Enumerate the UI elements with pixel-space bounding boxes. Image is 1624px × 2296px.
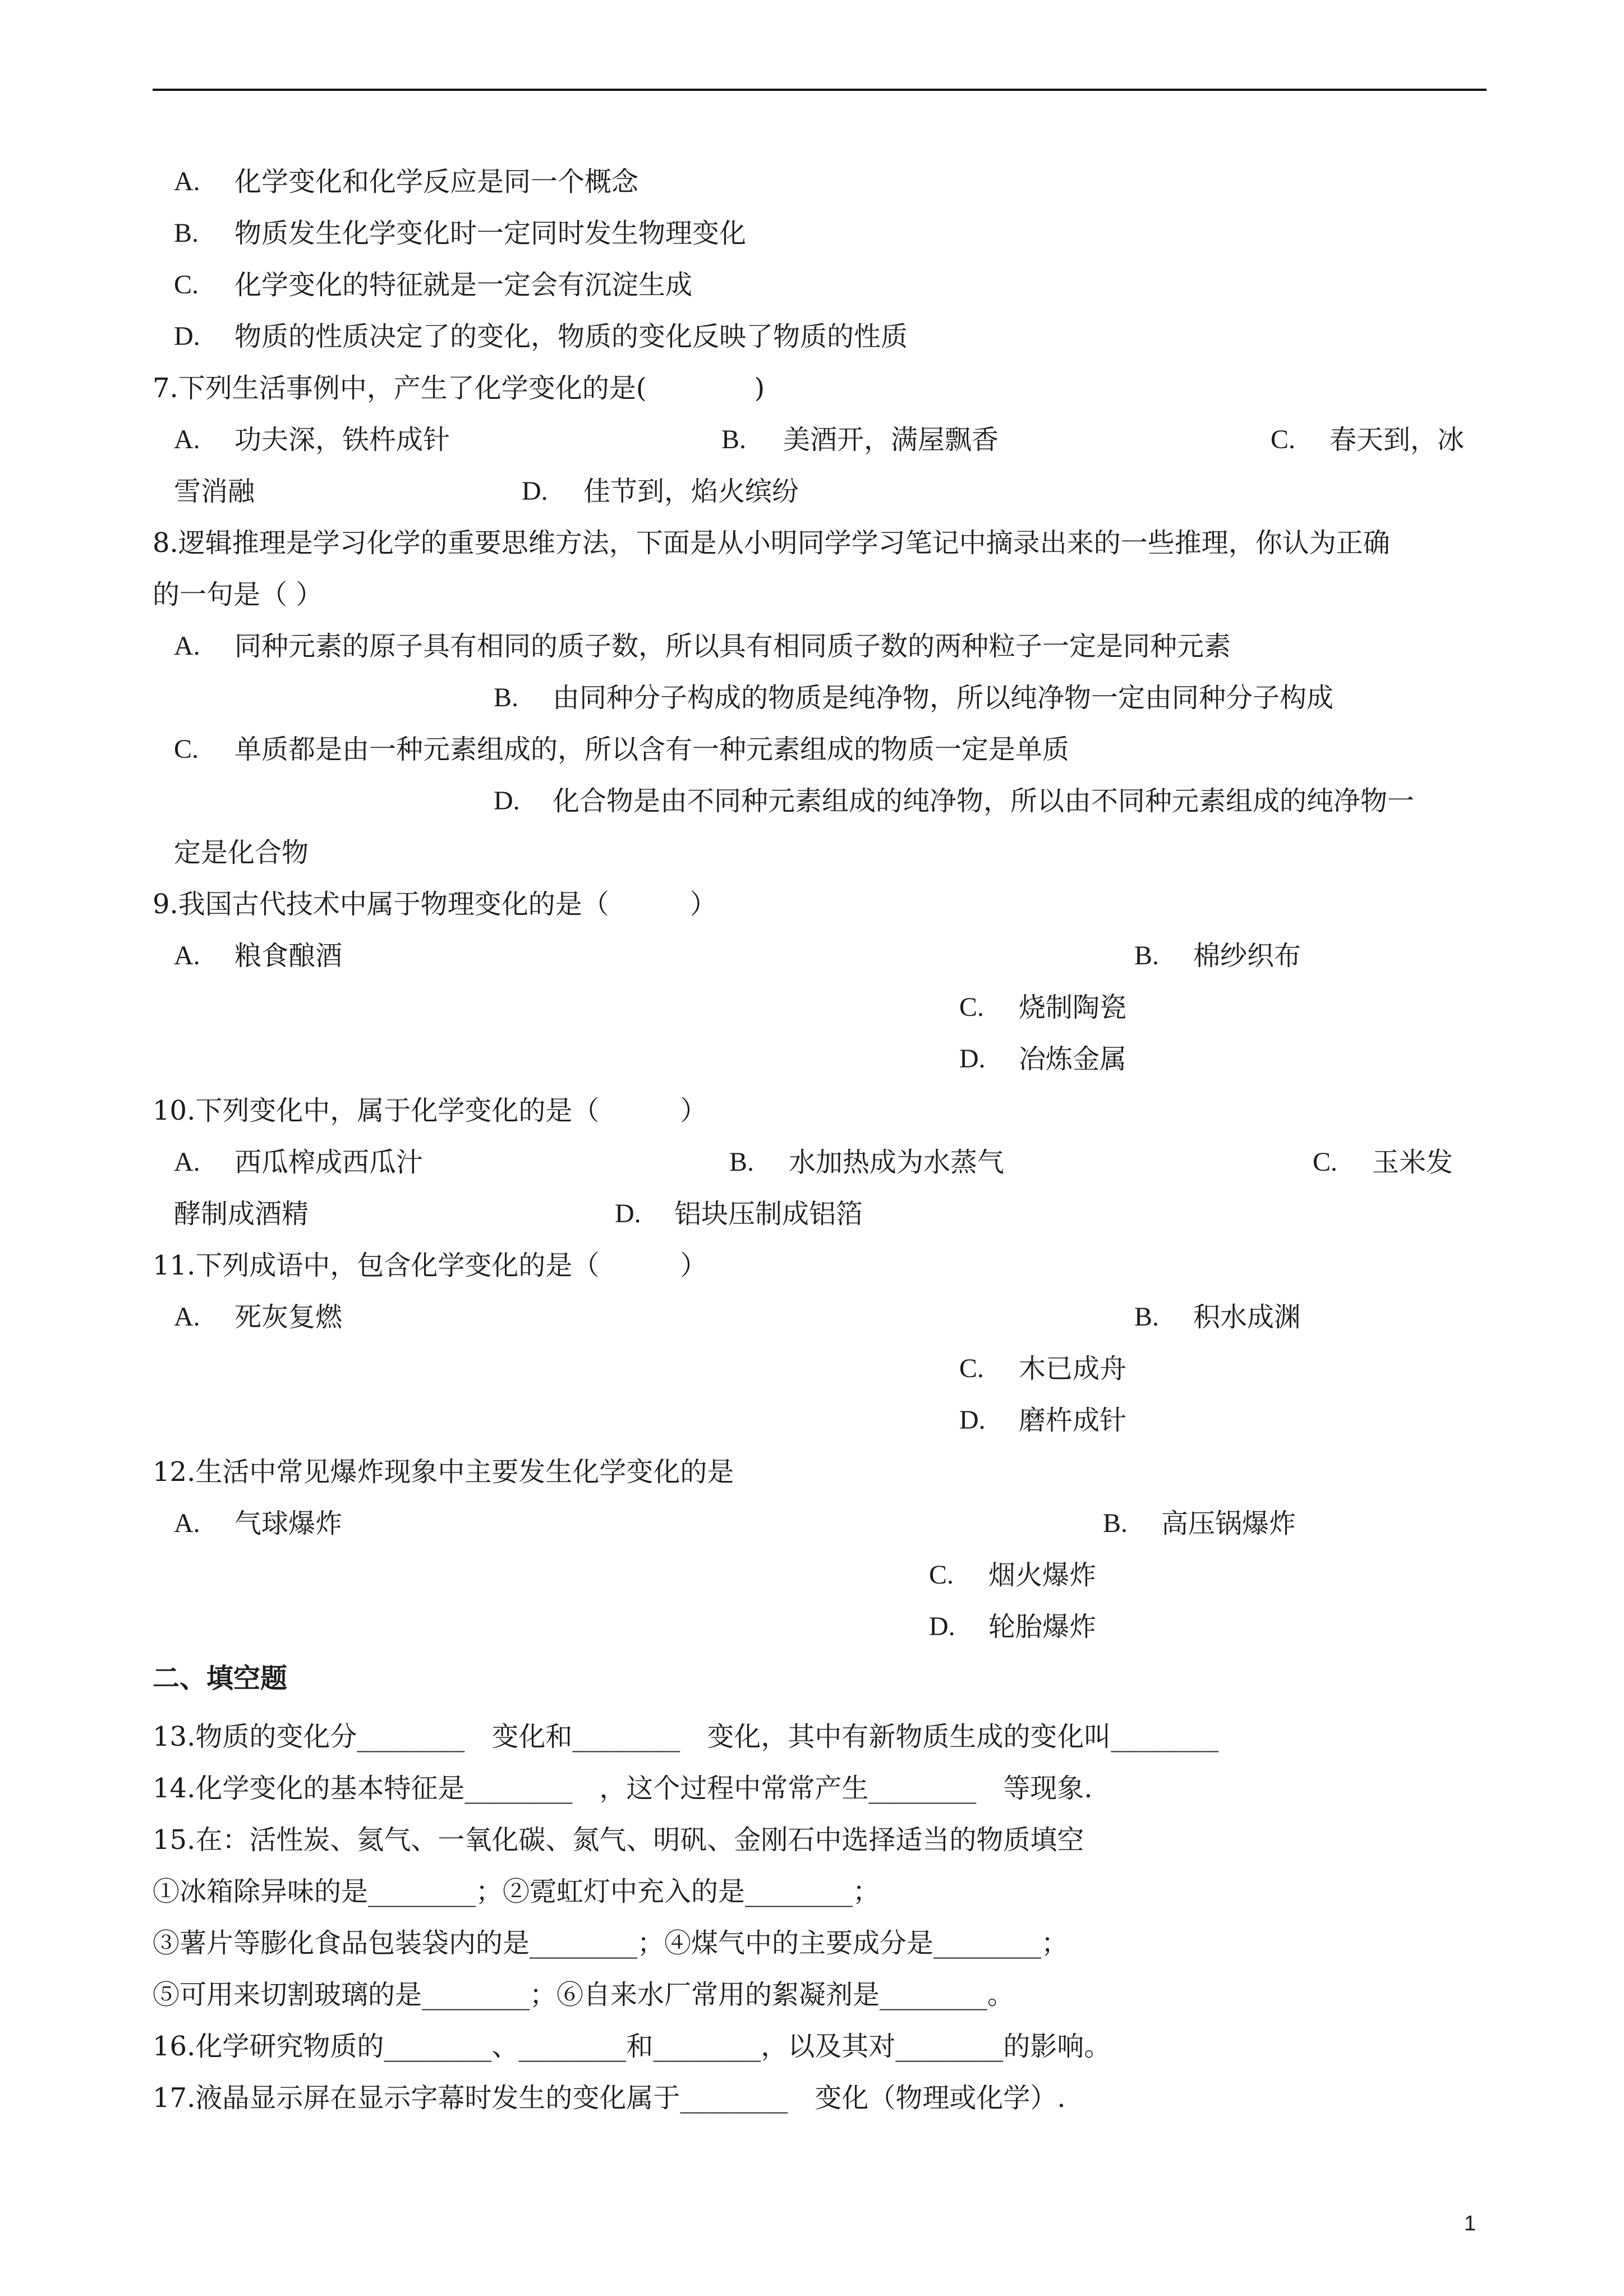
q7-option-c-label: C. xyxy=(1271,425,1296,454)
q9-option-b-label: B. xyxy=(1134,941,1160,970)
q11-option-b-text: 积水成渊 xyxy=(1193,1301,1301,1333)
q11-option-b-label: B. xyxy=(1134,1302,1160,1332)
q7-option-b-label: B. xyxy=(721,425,747,454)
q12-option-d-label: D. xyxy=(929,1612,955,1641)
q7-stem: 7.下列生活事例中，产生了化学变化的是( ) xyxy=(153,372,765,404)
q15-line1: ①冰箱除异味的是________；②霓虹灯中充入的是________； xyxy=(153,1876,880,1907)
q8-option-c-text: 单质都是由一种元素组成的，所以含有一种元素组成的物质一定是单质 xyxy=(234,734,1070,765)
q9-option-d-text: 冶炼金属 xyxy=(1019,1043,1127,1075)
q6-option-a-text: 化学变化和化学反应是同一个概念 xyxy=(234,166,639,197)
q8-option-c-label: C. xyxy=(174,734,199,764)
q8-option-d-text: 化合物是由不同种元素组成的纯净物，所以由不同种元素组成的纯净物一 xyxy=(553,785,1415,817)
q16-text: 16.化学研究物质的________、________和________，以及其对________的影响。 xyxy=(153,2031,1111,2062)
q8-stem-line1: 8.逻辑推理是学习化学的重要思维方法，下面是从小明同学学习笔记中摘录出来的一些推理，你认为正确 xyxy=(153,527,1390,559)
q11-option-a-label: A. xyxy=(174,1302,200,1332)
q15-line2: ③薯片等膨化食品包装袋内的是________；④煤气中的主要成分是________； xyxy=(153,1927,1069,1959)
q10-option-c-continuation: 酵制成酒精 xyxy=(174,1198,309,1230)
q6-option-c-text: 化学变化的特征就是一定会有沉淀生成 xyxy=(234,269,693,301)
q9-option-a-text: 粮食酿酒 xyxy=(234,940,343,972)
q12-option-b-label: B. xyxy=(1103,1508,1128,1538)
q10-stem: 10.下列变化中，属于化学变化的是（ ） xyxy=(153,1095,707,1126)
q8-option-d-continuation: 定是化合物 xyxy=(174,837,309,868)
q8-option-d-label: D. xyxy=(494,786,520,816)
q10-option-a-label: A. xyxy=(174,1147,200,1177)
q7-option-c-text: 春天到，冰 xyxy=(1329,424,1465,455)
q12-option-d-text: 轮胎爆炸 xyxy=(988,1611,1097,1642)
q12-option-c-label: C. xyxy=(929,1560,954,1590)
q15-stem: 15.在：活性炭、氦气、一氧化碳、氮气、明矾、金刚石中选择适当的物质填空 xyxy=(153,1824,1084,1856)
q9-option-c-label: C. xyxy=(959,992,984,1022)
q9-stem: 9.我国古代技术中属于物理变化的是（ ） xyxy=(153,889,717,920)
q10-option-c-label: C. xyxy=(1313,1147,1338,1177)
q11-stem: 11.下列成语中，包含化学变化的是（ ） xyxy=(153,1250,707,1281)
q7-option-a-label: A. xyxy=(174,425,200,454)
q8-option-a-label: A. xyxy=(174,631,200,661)
q12-option-a-text: 气球爆炸 xyxy=(234,1508,343,1539)
q17-text: 17.液晶显示屏在显示字幕时发生的变化属于________ 变化（物理或化学）. xyxy=(153,2082,1066,2114)
q15-line3: ⑤可用来切割玻璃的是________；⑥自来水厂常用的絮凝剂是________。 xyxy=(153,1979,1015,2010)
q7-option-d-text: 佳节到，焰火缤纷 xyxy=(583,476,799,507)
header-rule xyxy=(153,89,1487,91)
q12-option-c-text: 烟火爆炸 xyxy=(988,1559,1097,1591)
q6-option-c-label: C. xyxy=(174,270,199,300)
q11-option-c-text: 木已成舟 xyxy=(1019,1353,1127,1384)
q10-option-a-text: 西瓜榨成西瓜汁 xyxy=(234,1147,424,1178)
q6-option-d-label: D. xyxy=(174,321,200,351)
q9-option-b-text: 棉纱织布 xyxy=(1193,940,1301,972)
q6-option-b-label: B. xyxy=(174,218,199,248)
q9-option-a-label: A. xyxy=(174,941,200,970)
q12-option-a-label: A. xyxy=(174,1508,200,1538)
page-number: 1 xyxy=(1464,2212,1476,2235)
q11-option-d-label: D. xyxy=(959,1405,986,1435)
q8-option-b-label: B. xyxy=(494,683,519,712)
q9-option-c-text: 烧制陶瓷 xyxy=(1019,992,1127,1023)
section-heading-fill-in: 二、填空题 xyxy=(153,1663,288,1694)
q10-option-c-text: 玉米发 xyxy=(1372,1147,1453,1178)
q9-option-d-label: D. xyxy=(959,1044,986,1074)
q10-option-b-text: 水加热成为水蒸气 xyxy=(789,1147,1005,1178)
q12-option-b-text: 高压锅爆炸 xyxy=(1161,1508,1296,1539)
q14-text: 14.化学变化的基本特征是________ ，这个过程中常常产生________ 等现象. xyxy=(153,1773,1093,1804)
q6-option-b-text: 物质发生化学变化时一定同时发生物理变化 xyxy=(234,218,747,249)
q10-option-d-text: 铝块压制成铝箔 xyxy=(674,1198,863,1230)
q6-option-d-text: 物质的性质决定了的变化，物质的变化反映了物质的性质 xyxy=(234,321,908,352)
q8-option-a-text: 同种元素的原子具有相同的质子数，所以具有相同质子数的两种粒子一定是同种元素 xyxy=(234,631,1231,662)
q12-stem: 12.生活中常见爆炸现象中主要发生化学变化的是 xyxy=(153,1456,734,1488)
q7-option-d-label: D. xyxy=(522,476,548,506)
q6-option-a-label: A. xyxy=(174,167,200,196)
q8-stem-line2: 的一句是（ ） xyxy=(153,579,323,610)
q11-option-a-text: 死灰复燃 xyxy=(234,1301,343,1333)
q11-option-d-text: 磨杵成针 xyxy=(1019,1405,1127,1436)
q7-option-b-text: 美酒开，满屋飘香 xyxy=(783,424,999,455)
q8-option-b-text: 由同种分子构成的物质是纯净物，所以纯净物一定由同种分子构成 xyxy=(553,682,1334,714)
q13-text: 13.物质的变化分________ 变化和________ 变化，其中有新物质生成的变化叫________ xyxy=(153,1721,1219,1752)
q10-option-b-label: B. xyxy=(729,1147,755,1177)
q7-option-c-continuation: 雪消融 xyxy=(174,476,255,507)
q7-option-a-text: 功夫深，铁杵成针 xyxy=(234,424,450,455)
q11-option-c-label: C. xyxy=(959,1354,984,1383)
q10-option-d-label: D. xyxy=(615,1199,641,1228)
